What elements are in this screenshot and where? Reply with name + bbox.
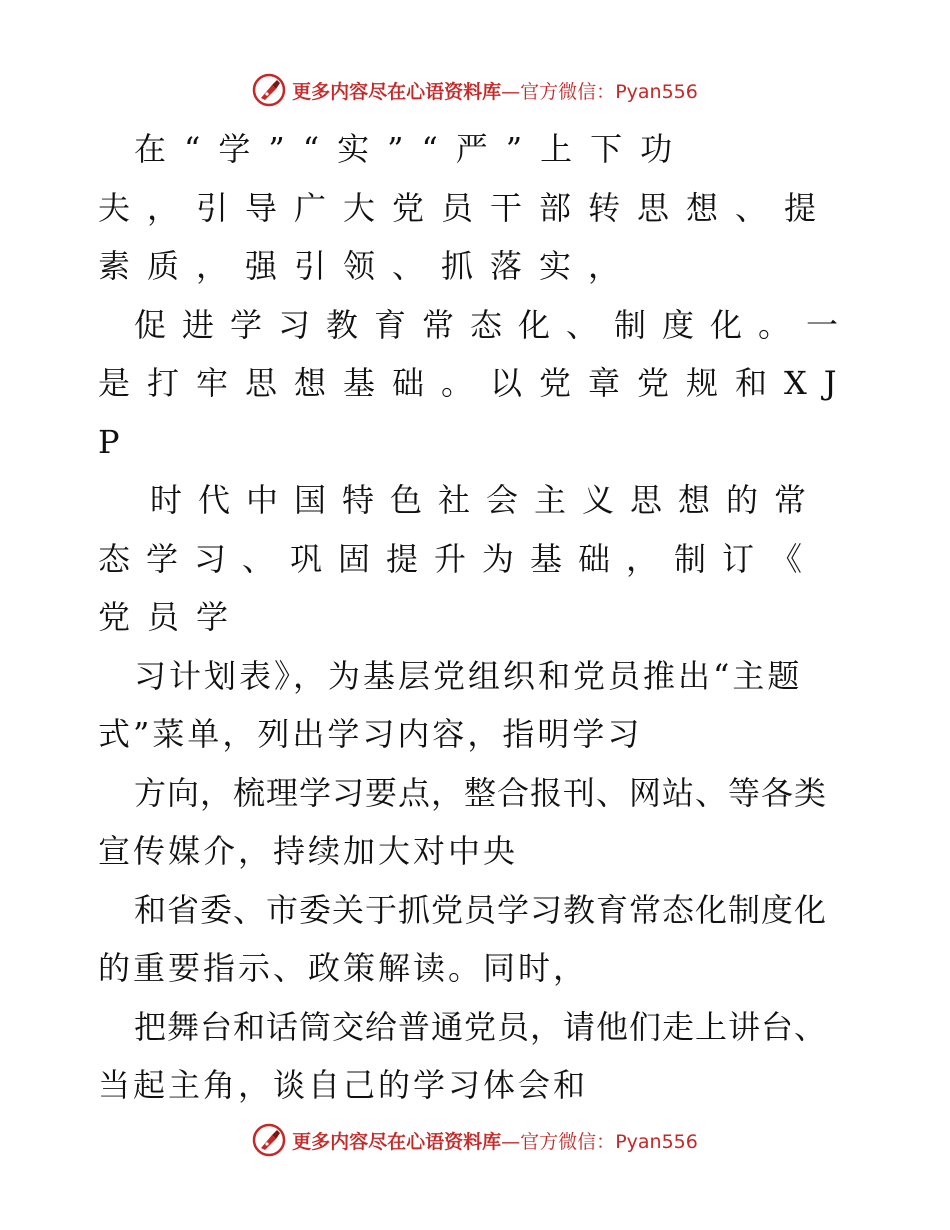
watermark-text	[292, 77, 698, 104]
body-line: 宣传媒介，持续加大对中央	[98, 832, 519, 870]
body-line: 是打牢思想基础。以党章党规和XJ	[98, 364, 854, 402]
watermark-main: 更多内容尽在心语资料库	[292, 1130, 502, 1153]
body-line: 把舞台和话筒交给普通党员，请他们走上讲台、	[134, 1007, 828, 1046]
body-line: P	[98, 422, 120, 461]
watermark-wechat-id: Pyan556	[615, 80, 698, 103]
body-line: 在“学”“实”“严”上下功	[134, 130, 691, 168]
body-line: 方向，梳理学习要点，整合报刊、网站、等各类	[134, 773, 828, 812]
watermark-dash: —	[501, 80, 521, 103]
document-body	[98, 120, 858, 1115]
pen-nib-logo-icon	[252, 1123, 286, 1157]
body-line: 的重要指示、政策解读。同时，	[98, 949, 589, 987]
header-watermark	[0, 70, 950, 110]
pen-nib-logo-icon	[252, 73, 286, 107]
body-line: 时代中国特色社会主义思想的常	[150, 481, 823, 519]
watermark-wechat-label: 官方微信：	[520, 80, 616, 103]
watermark-wechat-id: Pyan556	[615, 1130, 698, 1153]
body-line: 习计划表》，为基层党组织和党员推出“主题	[134, 656, 803, 695]
watermark-main: 更多内容尽在心语资料库	[292, 80, 502, 103]
body-line: 和省委、市委关于抓党员学习教育常态化制度化	[134, 890, 828, 929]
body-line: 党员学	[98, 598, 246, 636]
watermark-wechat-label: 官方微信：	[520, 1130, 616, 1153]
body-line: 促进学习教育常态化、制度化。一	[134, 305, 855, 344]
body-line: 当起主角，谈自己的学习体会和	[98, 1066, 589, 1104]
body-line: 夫，引导广大党员干部转思想、提	[98, 188, 834, 227]
body-line: 素质，强引领、抓落实，	[98, 247, 638, 285]
footer-watermark	[0, 1120, 950, 1160]
body-line: 式”菜单，列出学习内容，指明学习	[98, 715, 643, 753]
watermark-text	[292, 1127, 698, 1154]
watermark-dash: —	[501, 1130, 521, 1153]
body-line: 态学习、巩固提升为基础，制订《	[98, 539, 819, 578]
